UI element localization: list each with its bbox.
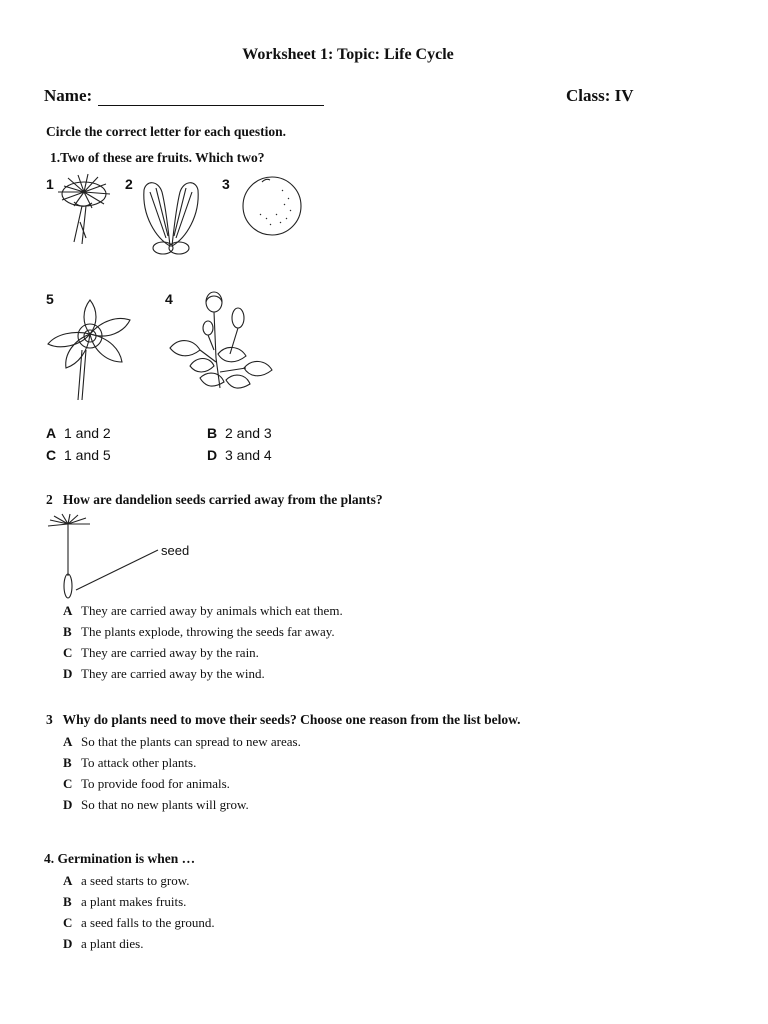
q4-option-a[interactable] (63, 870, 215, 891)
q4-option-b-letter: B (63, 894, 72, 909)
worksheet-title: Worksheet 1: Topic: Life Cycle (242, 46, 454, 63)
q1-answer-d-text: 3 and 4 (225, 447, 272, 463)
q4-options (63, 870, 215, 954)
q3-option-d-letter: D (63, 797, 73, 812)
q2-option-d-text: They are carried away by the wind. (81, 666, 265, 681)
q2-option-b-text: The plants explode, throwing the seeds far away. (81, 624, 335, 639)
image-number-5: 5 (46, 291, 54, 307)
question-3-text: 3 Why do plants need to move their seeds? Choose one reason from the list below. (46, 712, 521, 727)
q3-option-a-text: So that the plants can spread to new areas. (81, 734, 301, 749)
q3-option-d[interactable] (63, 794, 301, 815)
q2-option-c-text: They are carried away by the rain. (81, 645, 259, 660)
question-1-text: 1.Two of these are fruits. Which two? (50, 150, 265, 165)
q3-option-a-letter: A (63, 734, 73, 749)
q4-option-c-letter: C (63, 915, 73, 930)
q1-answer-c[interactable] (46, 447, 111, 463)
q1-answer-c-text: 1 and 5 (64, 447, 111, 463)
image-number-1: 1 (46, 176, 54, 192)
q3-option-b[interactable] (63, 752, 301, 773)
q4-option-a-letter: A (63, 873, 73, 888)
q1-answer-a[interactable] (46, 425, 111, 441)
q3-option-b-letter: B (63, 755, 72, 770)
image-number-2: 2 (125, 176, 133, 192)
image-number-4: 4 (165, 291, 173, 307)
rose-plant-illustration (160, 288, 276, 400)
q1-answer-b-text: 2 and 3 (225, 425, 272, 441)
q1-answer-a-text: 1 and 2 (64, 425, 111, 441)
q1-answer-b-letter: B (207, 425, 218, 441)
question-4-text: 4. Germination is when … (44, 851, 196, 866)
dandelion-seed-illustration (46, 514, 186, 602)
q3-option-a[interactable] (63, 731, 301, 752)
q4-option-b[interactable] (63, 891, 215, 912)
q2-option-a-text: They are carried away by animals which eat them. (81, 603, 343, 618)
q3-option-b-text: To attack other plants. (81, 755, 197, 770)
q2-option-a-letter: A (63, 603, 73, 618)
q2-option-b-letter: B (63, 624, 72, 639)
name-label: Name: (44, 86, 93, 105)
name-blank-line[interactable] (98, 89, 324, 106)
q2-option-d-letter: D (63, 666, 73, 681)
q1-answer-b[interactable] (207, 425, 272, 441)
orange-fruit-illustration (240, 174, 304, 238)
q2-option-d[interactable] (63, 663, 343, 684)
q4-option-a-text: a seed starts to grow. (81, 873, 190, 888)
q1-answer-d-letter: D (207, 447, 218, 463)
question-2-text: 2 How are dandelion seeds carried away from the plants? (46, 492, 383, 507)
q2-option-c[interactable] (63, 642, 343, 663)
q4-option-d-text: a plant dies. (81, 936, 144, 951)
instructions: Circle the correct letter for each question. (46, 124, 287, 139)
q2-option-b[interactable] (63, 621, 343, 642)
q3-option-d-text: So that no new plants will grow. (81, 797, 249, 812)
q1-answer-c-letter: C (46, 447, 57, 463)
sycamore-seed-illustration (136, 176, 206, 260)
q3-option-c-letter: C (63, 776, 73, 791)
q2-option-c-letter: C (63, 645, 73, 660)
q4-option-b-text: a plant makes fruits. (81, 894, 187, 909)
q4-option-c-text: a seed falls to the ground. (81, 915, 215, 930)
image-number-3: 3 (222, 176, 230, 192)
q4-option-d[interactable] (63, 933, 215, 954)
q2-options (63, 600, 343, 684)
daffodil-flower-illustration (44, 290, 136, 402)
q4-option-d-letter: D (63, 936, 73, 951)
q1-answer-a-letter: A (46, 425, 57, 441)
name-field (44, 86, 324, 106)
q3-options (63, 731, 301, 815)
q1-answer-d[interactable] (207, 447, 272, 463)
q2-option-a[interactable] (63, 600, 343, 621)
q3-option-c[interactable] (63, 773, 301, 794)
q3-option-c-text: To provide food for animals. (81, 776, 230, 791)
seed-label: seed (161, 543, 190, 558)
class-label: Class: IV (566, 86, 634, 105)
dandelion-flower-illustration (52, 172, 116, 248)
q4-option-c[interactable] (63, 912, 215, 933)
